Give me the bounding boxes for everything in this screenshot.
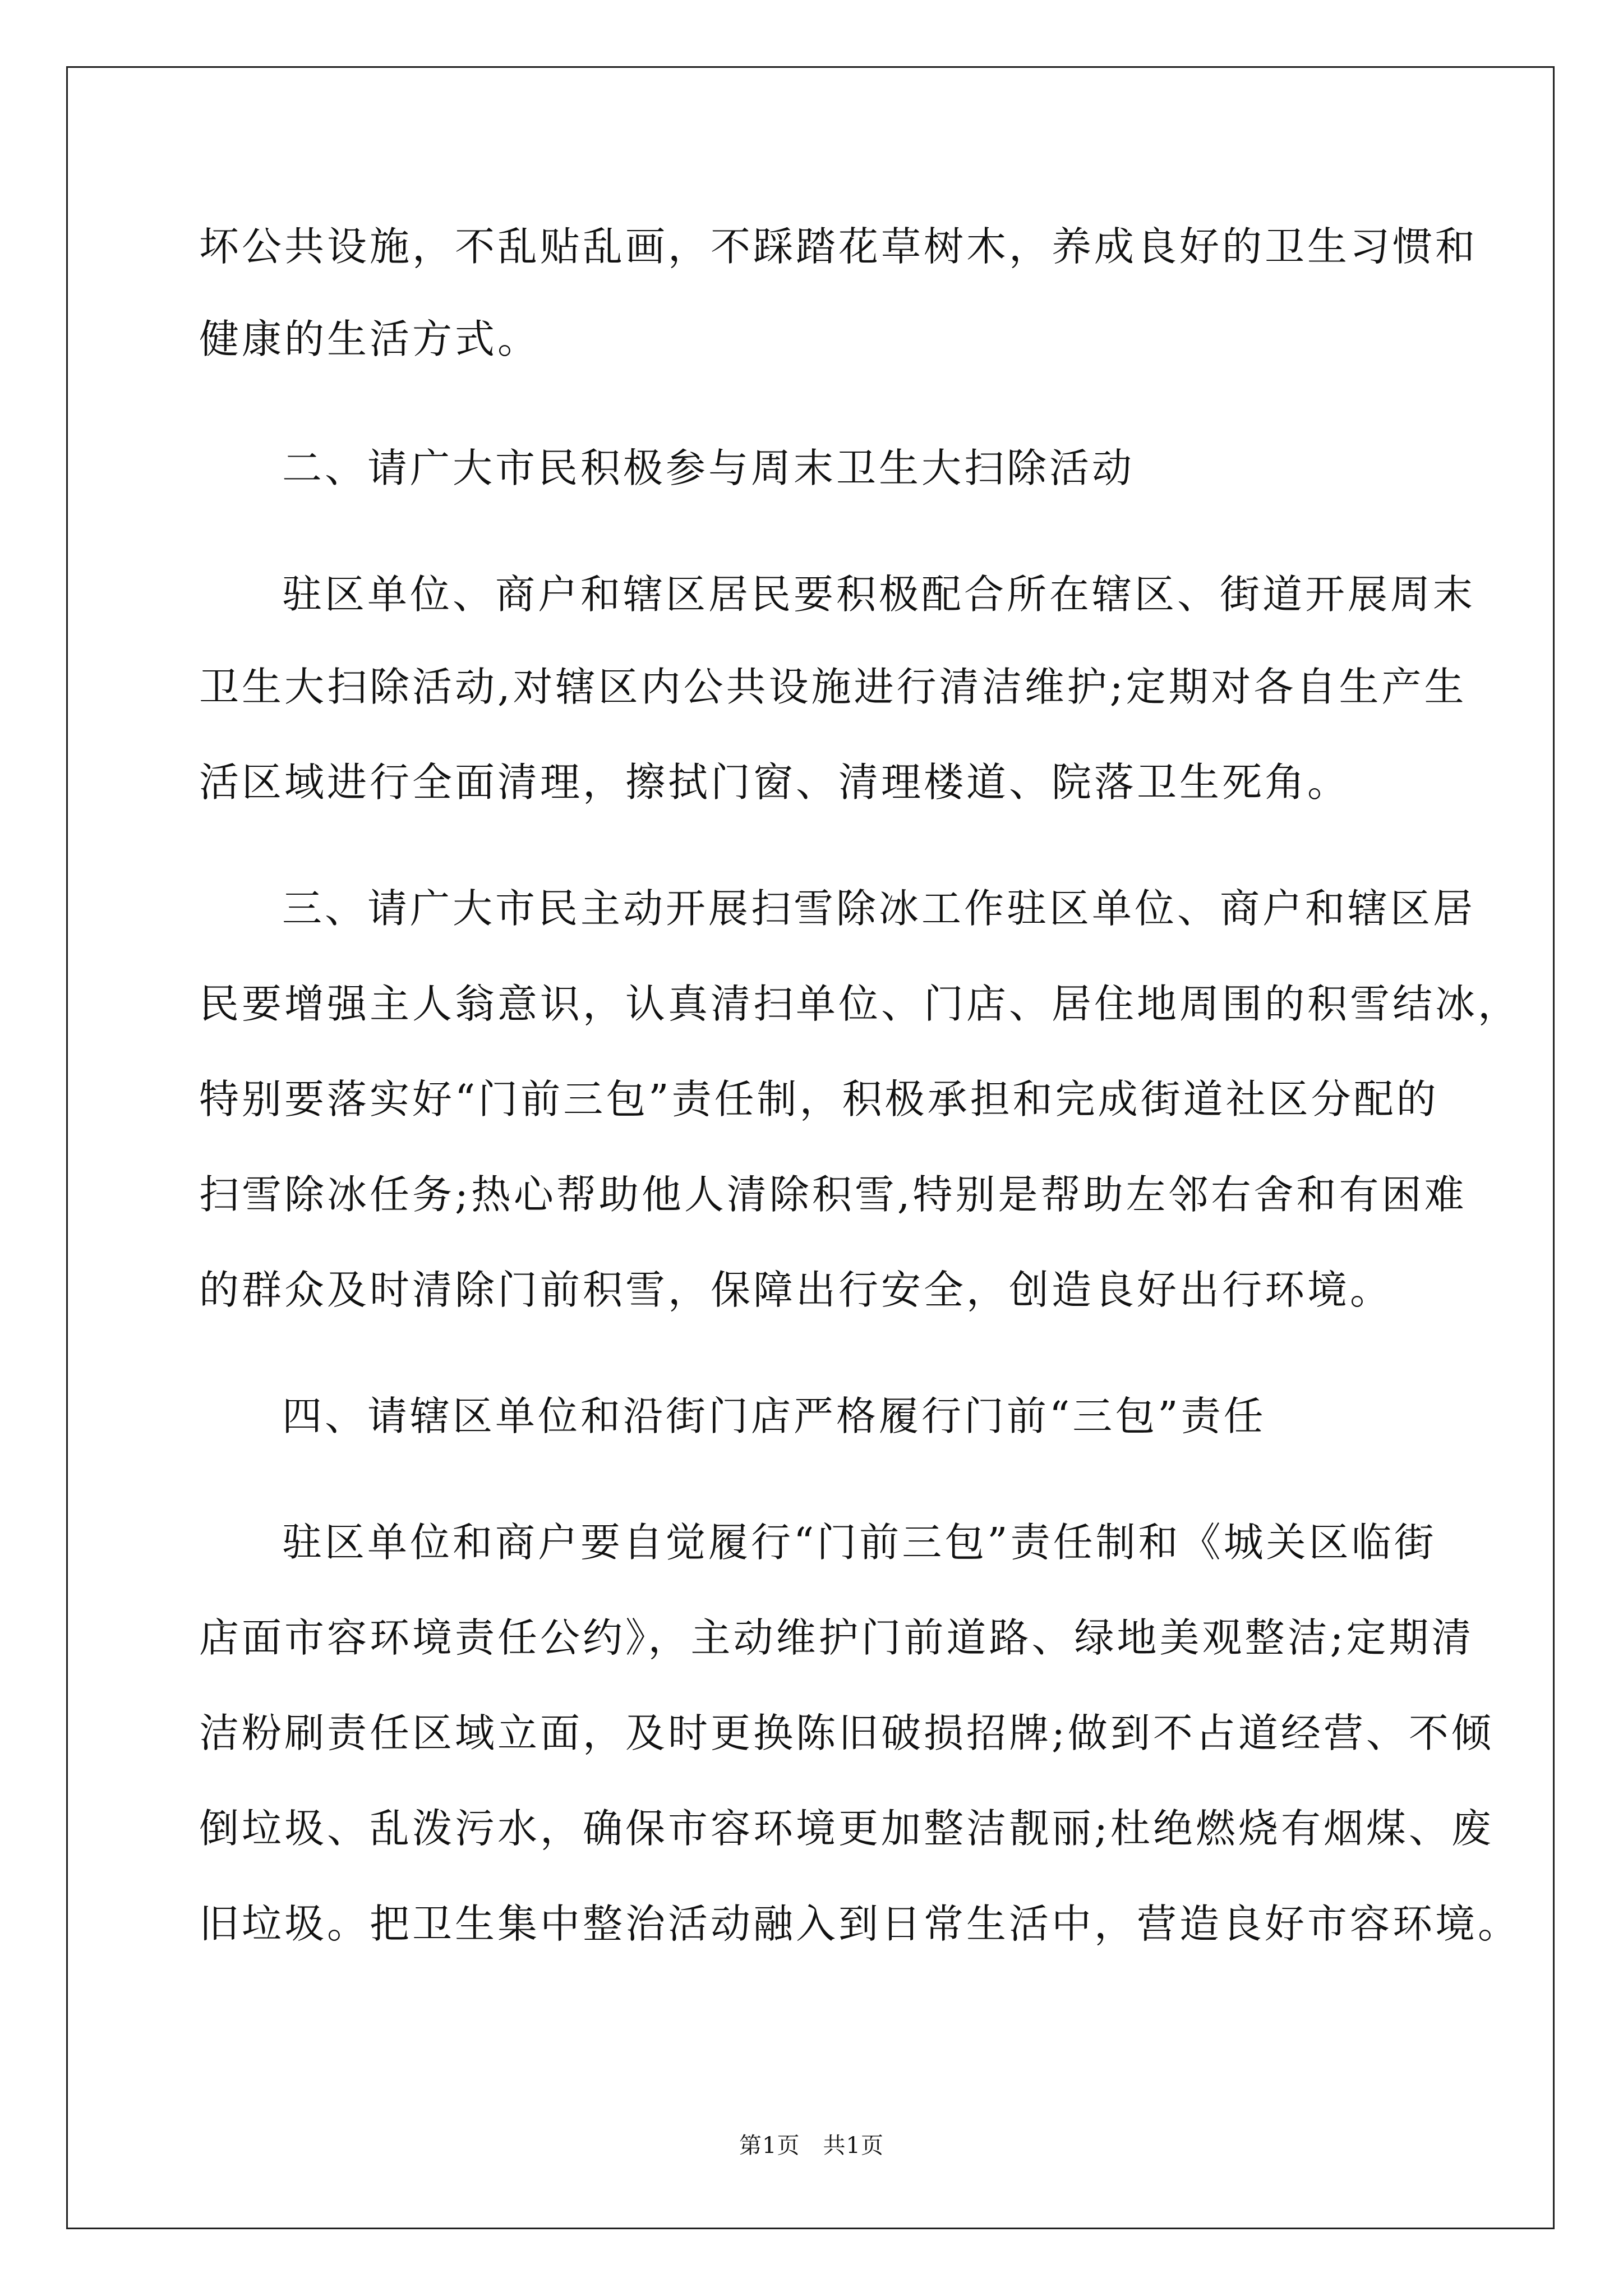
text-line: 坏公共设施，不乱贴乱画，不踩踏花草树木，养成良好的卫生习惯和 [199, 223, 1478, 270]
paragraph-line: 特别要落实好“门前三包”责任制，积极承担和完成街道社区分配的 [199, 1076, 1439, 1122]
section-heading-4: 四、请辖区单位和沿街门店严格履行门前“三包”责任 [282, 1393, 1266, 1439]
paragraph-line: 活区域进行全面清理，擦拭门窗、清理楼道、院落卫生死角。 [199, 759, 1350, 806]
paragraph-line: 洁粉刷责任区域立面，及时更换陈旧破损招牌;做到不占道经营、不倾 [199, 1710, 1494, 1756]
paragraph-line: 旧垃圾。把卫生集中整治活动融入到日常生活中，营造良好市容环境。 [199, 1901, 1521, 1947]
paragraph-line: 卫生大扫除活动,对辖区内公共设施进行清洁维护;定期对各自生产生 [199, 664, 1467, 710]
text-line: 健康的生活方式。 [199, 316, 541, 362]
section-heading-3: 三、请广大市民主动开展扫雪除冰工作驻区单位、商户和辖区居 [282, 885, 1476, 932]
paragraph-line: 的群众及时清除门前积雪，保障出行安全，创造良好出行环境。 [199, 1267, 1393, 1313]
paragraph-line: 驻区单位、商户和辖区居民要积极配合所在辖区、街道开展周末 [282, 571, 1476, 618]
paragraph-line: 驻区单位和商户要自觉履行“门前三包”责任制和《城关区临街 [282, 1519, 1437, 1566]
paragraph-line: 倒垃圾、乱泼污水，确保市容环境更加整洁靓丽;杜绝燃烧有烟煤、废 [199, 1805, 1494, 1852]
page-number-footer: 第1页 共1页 [739, 2133, 884, 2159]
paragraph-line: 民要增强主人翁意识，认真清扫单位、门店、居住地周围的积雪结冰， [199, 981, 1521, 1027]
paragraph-line: 店面市容环境责任公约》，主动维护门前道路、绿地美观整洁;定期清 [199, 1614, 1474, 1661]
paragraph-line: 扫雪除冰任务;热心帮助他人清除积雪,特别是帮助左邻右舍和有困难 [199, 1171, 1467, 1218]
section-heading-2: 二、请广大市民积极参与周末卫生大扫除活动 [282, 445, 1135, 491]
